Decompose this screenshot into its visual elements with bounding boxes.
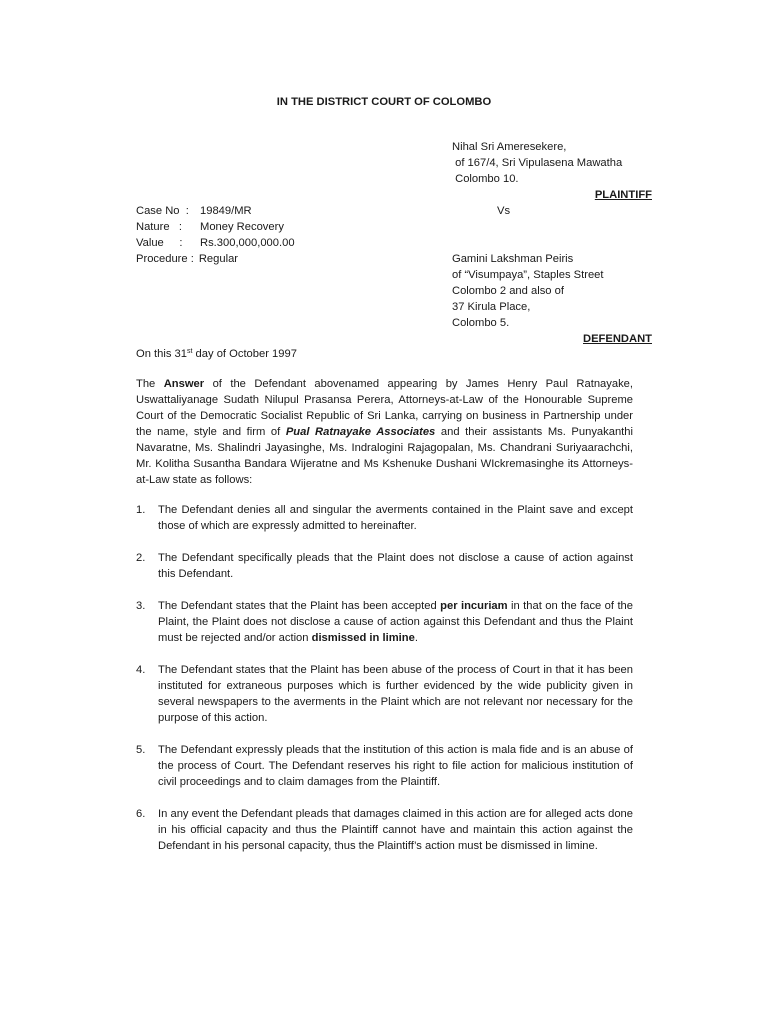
case-no-value: 19849/MR [200,205,252,217]
paragraph-text: In any event the Defendant pleads that damages claimed in this action are for alleged acts done in his official capacity and thus the Plaintiff cannot have and maintain this action against the Defendant in his personal capacity, thus the Plaintiff’s action must be dismissed in limine. [158,808,633,852]
paragraph-number: 3. [136,600,146,612]
defendant-role: DEFENDANT [583,333,652,345]
paragraph-number: 1. [136,504,146,516]
paragraph-text: The Defendant expressly pleads that the institution of this action is mala fide and is an abuse of the process of Court. The Defendant reserves his right to file action for malicious institution of civil proceedings and to claim damages from the Plaintiff. [158,744,633,788]
paragraph-5 [136,742,633,790]
date-suffix: st [187,348,193,355]
answer-word: Answer [163,378,205,390]
defendant-address-line: Colombo 5. [452,317,510,329]
intro-text: and their assistants Ms. Punyakanthi Navaratne, Ms. Shalindri Jayasinghe, Ms. Indralogini Rajagopalan, Ms. Chandrani Suriyaarachchi, Mr. Kolitha Susantha Bandara Wijeratne and Ms Kshenuke Dushani WIckremasinghe its Attorneys-at-Law state as follows: [136,426,634,486]
plaintiff-address-line: of 167/4, Sri Vipulasena Mawatha [452,157,623,169]
procedure-row [136,251,295,267]
procedure-value: Regular [198,253,239,265]
date-line [136,346,297,362]
paragraph-text-part: The Defendant states that the Plaint has been accepted [158,600,441,612]
paragraph-text: The Defendant states that the Plaint has been abuse of the process of Court in that it has been instituted for extraneous purposes which is further evidenced by the wide publicity given in several newspapers to the averments in the Plaint which are not relevant nor necessary for the purpose of this action. [158,664,633,724]
paragraph-6 [136,806,633,854]
paragraph-1 [136,502,633,534]
value-row [136,235,295,251]
paragraph-text: The Defendant specifically pleads that the Plaint does not disclose a cause of action against this Defendant. [158,552,633,580]
paragraph-text: The Defendant denies all and singular the averments contained in the Plaint save and except those of which are expressly admitted to hereinafter. [158,504,633,532]
versus-label: Vs [497,205,511,217]
paragraph-text [158,598,633,646]
firm-name: Pual Ratnayake Associates [285,426,436,438]
value-label: Value : [136,237,183,249]
per-incuriam-term: per incuriam [440,600,508,612]
paragraph-number: 4. [136,664,146,676]
paragraph-text-part: in that on the face of the Plaint, the Plaint does not disclose a cause of action against this Defendant and thus the Plaint must be rejected and/or action [158,600,633,644]
plaintiff-address-line: Colombo 10. [452,173,519,185]
nature-value: Money Recovery [200,221,284,233]
case-no-label: Case No : [136,205,189,217]
paragraph-number: 5. [136,744,146,756]
defendant-block [452,251,652,347]
case-no-row [136,203,295,219]
paragraph-number: 2. [136,552,146,564]
date-rest: day of October 1997 [192,348,297,360]
intro-the: The [136,378,164,390]
plaintiff-role: PLAINTIFF [594,189,652,201]
dismissed-in-limine-term: dismissed in limine [311,632,415,644]
paragraph-2 [136,550,633,582]
date-prefix: On this 31 [136,348,187,360]
nature-label: Nature : [136,221,183,233]
intro-paragraph [136,376,633,488]
defendant-address-line: 37 Kirula Place, [452,301,531,313]
case-details [136,203,295,267]
intro-text: of the Defendant abovenamed appearing by James Henry Paul Ratnayake, Uswattaliyanage Sudath Nilupul Prasansa Perera, Attorneys-at-Law of the Honourable Supreme Court of the Democratic Socialist Republic of Sri Lanka, carrying on business in Partnership under the name, style and firm of [136,378,634,438]
defendant-address-line: Colombo 2 and also of [452,285,564,297]
plaintiff-block [452,139,652,203]
nature-row [136,219,295,235]
answer-body [136,376,633,870]
paragraph-3 [136,598,633,646]
paragraph-4 [136,662,633,726]
court-title: IN THE DISTRICT COURT OF COLOMBO [276,96,492,108]
defendant-address-line: of “Visumpaya”, Staples Street [452,269,604,281]
value-amount: Rs.300,000,000.00 [200,237,295,249]
paragraph-text-part: . [414,632,418,644]
procedure-label: Procedure : [136,253,194,265]
plaintiff-name: Nihal Sri Ameresekere, [452,141,567,153]
paragraph-number: 6. [136,808,146,820]
defendant-name: Gamini Lakshman Peiris [452,253,574,265]
